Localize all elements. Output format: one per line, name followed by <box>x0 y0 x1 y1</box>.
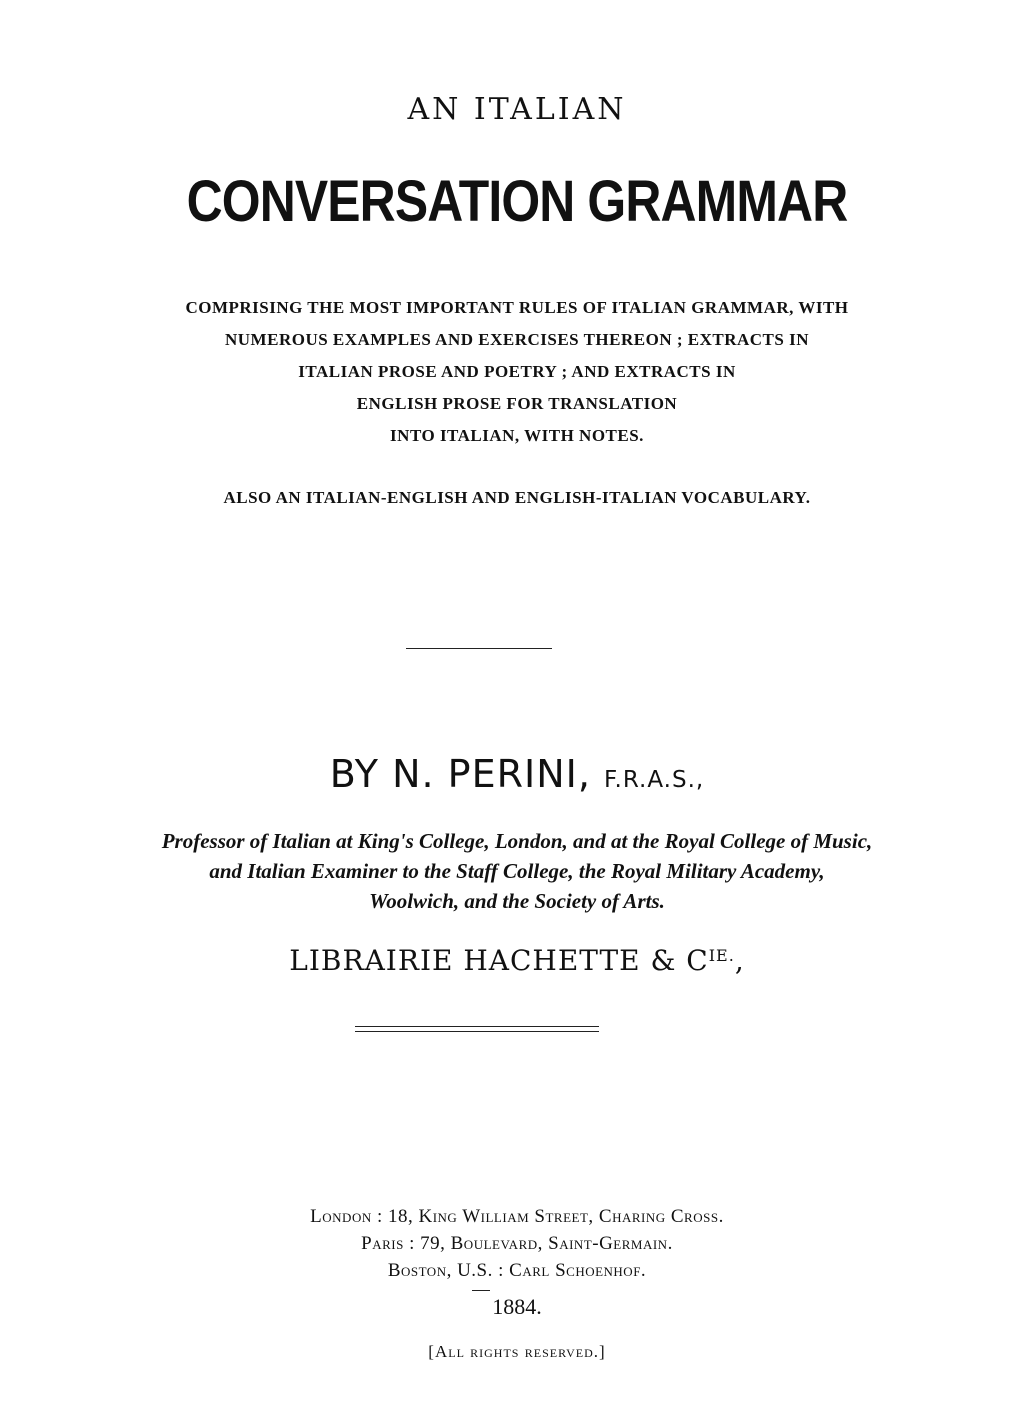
affiliation-line: Woolwich, and the Society of Arts. <box>369 889 665 913</box>
rights-notice: [All rights reserved.] <box>428 1342 606 1361</box>
affiliation-line: Professor of Italian at King's College, London, and at the Royal College of Music, <box>161 829 873 853</box>
double-rule-bottom <box>355 1031 599 1032</box>
publisher-trailing: , <box>734 944 745 977</box>
pretitle: AN ITALIAN <box>407 92 627 127</box>
vocabulary-note: ALSO AN ITALIAN-ENGLISH AND ENGLISH-ITALIAN VOCABULARY. <box>223 488 811 507</box>
book-title: CONVERSATION GRAMMAR <box>186 169 848 234</box>
publication-year: 1884. <box>492 1294 542 1319</box>
subtitle-line: ENGLISH PROSE FOR TRANSLATION <box>356 394 678 413</box>
address-line: Boston, U.S. : Carl Schoenhof. <box>387 1260 647 1281</box>
publisher-main: LIBRAIRIE HACHETTE & C <box>289 944 709 977</box>
address-line: Paris : 79, Boulevard, Saint-Germain. <box>361 1233 673 1254</box>
subtitle-line: COMPRISING THE MOST IMPORTANT RULES OF ITALIAN GRAMMAR, WITH <box>185 298 849 317</box>
publisher-suffix: IE. <box>708 946 735 965</box>
author-line <box>0 752 1034 796</box>
publisher-addresses <box>0 1203 1034 1284</box>
double-rule-top <box>355 1026 599 1027</box>
author-affiliation <box>0 826 1034 916</box>
year-dash <box>472 1290 490 1291</box>
author-name: BY N. PERINI, <box>329 752 591 796</box>
divider-rule <box>406 648 552 649</box>
publisher-name <box>0 944 1034 977</box>
author-credential: F.R.A.S., <box>604 767 705 793</box>
subtitle-line: NUMEROUS EXAMPLES AND EXERCISES THEREON ; EXTRACTS IN <box>225 330 809 349</box>
affiliation-line: and Italian Examiner to the Staff College, the Royal Military Academy, <box>209 859 825 883</box>
subtitle-line: ITALIAN PROSE AND POETRY ; AND EXTRACTS IN <box>298 362 736 381</box>
subtitle-block <box>0 292 1034 452</box>
subtitle-line: INTO ITALIAN, WITH NOTES. <box>390 426 644 445</box>
address-line: London : 18, King William Street, Charing Cross. <box>310 1206 724 1227</box>
